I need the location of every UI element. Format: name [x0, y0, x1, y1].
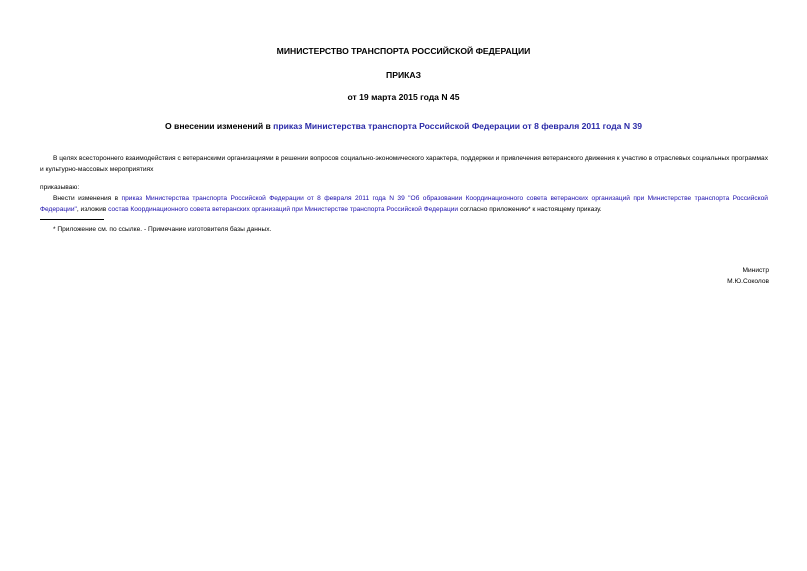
document-subject [0, 121, 807, 131]
footnote-divider [40, 219, 104, 220]
subject-order-link[interactable]: приказ Министерства транспорта Российской Федерации от 8 февраля 2011 года N 39 [273, 121, 643, 131]
document-type-heading: ПРИКАЗ [386, 70, 421, 80]
preamble-paragraph: В целях всестороннего взаимодействия с ветеранскими организациями в решении вопросов социально-экономического характера, поддержки и привлечения ветеранского движения к участию в отраслевых социальных программах и культурно-массовых мероприятиях [40, 155, 768, 173]
signatory-position: Министр [742, 267, 769, 274]
action-suffix: согласно приложению* к настоящему приказу. [458, 206, 602, 213]
council-composition-link[interactable]: состав Координационного совета ветеранских организаций при Министерстве транспорта Российской Федерации [108, 206, 459, 213]
order-word: приказываю: [40, 184, 80, 191]
document-date-number: от 19 марта 2015 года N 45 [347, 92, 460, 102]
subject-prefix: О внесении изменений в [164, 121, 274, 131]
ministry-heading: МИНИСТЕРСТВО ТРАНСПОРТА РОССИЙСКОЙ ФЕДЕРАЦИИ [276, 46, 531, 56]
action-middle: , изложив [76, 206, 109, 213]
action-paragraph [40, 193, 768, 215]
footnote-text: * Приложение см. по ссылке. - Примечание изготовителя базы данных. [53, 226, 272, 233]
signatory-name: М.Ю.Соколов [727, 278, 769, 285]
action-prefix: Внести изменения в [53, 195, 122, 202]
order-39-link[interactable]: приказ Министерства транспорта Российской Федерации от 8 февраля 2011 года N 39 "Об образовании Координационного совета ветеранских организаций при Министерстве транспорта Российской Федерации" [40, 195, 768, 213]
signature-block [727, 265, 769, 287]
